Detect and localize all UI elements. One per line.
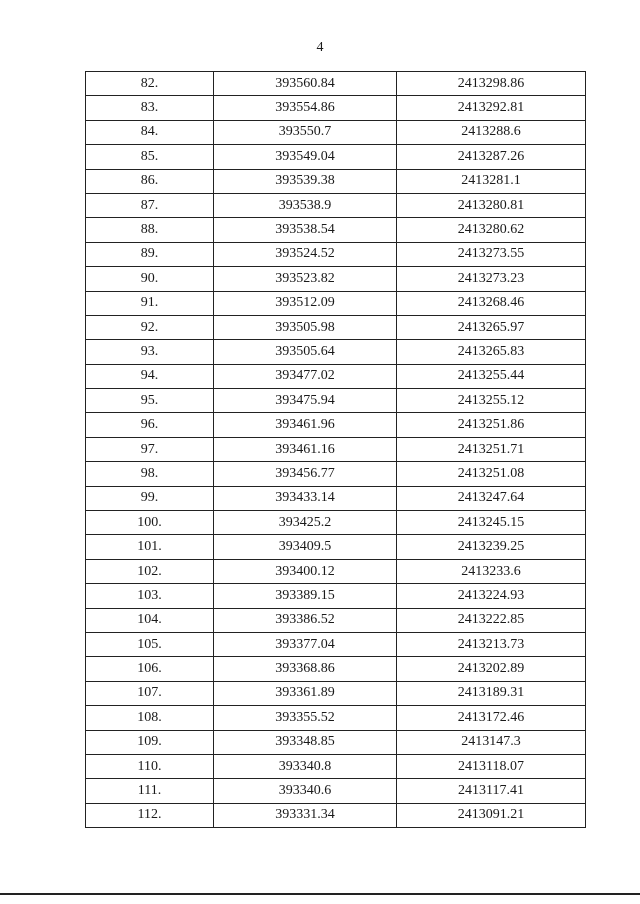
point-number-cell: 107. bbox=[86, 681, 214, 705]
y-coordinate-cell: 2413255.44 bbox=[397, 364, 586, 388]
x-coordinate-cell: 393560.84 bbox=[214, 72, 397, 96]
x-coordinate-cell: 393400.12 bbox=[214, 559, 397, 583]
x-coordinate-cell: 393475.94 bbox=[214, 389, 397, 413]
x-coordinate-cell: 393340.8 bbox=[214, 754, 397, 778]
y-coordinate-cell: 2413280.62 bbox=[397, 218, 586, 242]
x-coordinate-cell: 393368.86 bbox=[214, 657, 397, 681]
point-number-cell: 98. bbox=[86, 462, 214, 486]
table-row bbox=[86, 632, 586, 656]
y-coordinate-cell: 2413222.85 bbox=[397, 608, 586, 632]
x-coordinate-cell: 393361.89 bbox=[214, 681, 397, 705]
y-coordinate-cell: 2413287.26 bbox=[397, 145, 586, 169]
table-row bbox=[86, 657, 586, 681]
point-number-cell: 105. bbox=[86, 632, 214, 656]
table-row bbox=[86, 559, 586, 583]
table-row bbox=[86, 96, 586, 120]
y-coordinate-cell: 2413265.83 bbox=[397, 340, 586, 364]
x-coordinate-cell: 393425.2 bbox=[214, 511, 397, 535]
x-coordinate-cell: 393461.96 bbox=[214, 413, 397, 437]
point-number-cell: 82. bbox=[86, 72, 214, 96]
point-number-cell: 97. bbox=[86, 437, 214, 461]
y-coordinate-cell: 2413224.93 bbox=[397, 584, 586, 608]
point-number-cell: 91. bbox=[86, 291, 214, 315]
table-row bbox=[86, 803, 586, 827]
x-coordinate-cell: 393505.64 bbox=[214, 340, 397, 364]
x-coordinate-cell: 393538.54 bbox=[214, 218, 397, 242]
table-row bbox=[86, 364, 586, 388]
x-coordinate-cell: 393539.38 bbox=[214, 169, 397, 193]
y-coordinate-cell: 2413273.55 bbox=[397, 242, 586, 266]
coordinates-table bbox=[85, 71, 586, 828]
y-coordinate-cell: 2413280.81 bbox=[397, 193, 586, 217]
x-coordinate-cell: 393549.04 bbox=[214, 145, 397, 169]
table-row bbox=[86, 218, 586, 242]
point-number-cell: 89. bbox=[86, 242, 214, 266]
y-coordinate-cell: 2413117.41 bbox=[397, 779, 586, 803]
y-coordinate-cell: 2413292.81 bbox=[397, 96, 586, 120]
y-coordinate-cell: 2413288.6 bbox=[397, 120, 586, 144]
x-coordinate-cell: 393505.98 bbox=[214, 315, 397, 339]
y-coordinate-cell: 2413091.21 bbox=[397, 803, 586, 827]
point-number-cell: 93. bbox=[86, 340, 214, 364]
table-row bbox=[86, 267, 586, 291]
x-coordinate-cell: 393554.86 bbox=[214, 96, 397, 120]
point-number-cell: 102. bbox=[86, 559, 214, 583]
x-coordinate-cell: 393433.14 bbox=[214, 486, 397, 510]
table-row bbox=[86, 389, 586, 413]
point-number-cell: 110. bbox=[86, 754, 214, 778]
table-row bbox=[86, 511, 586, 535]
table-row bbox=[86, 535, 586, 559]
point-number-cell: 100. bbox=[86, 511, 214, 535]
table-row bbox=[86, 291, 586, 315]
table-row bbox=[86, 437, 586, 461]
y-coordinate-cell: 2413213.73 bbox=[397, 632, 586, 656]
table-row bbox=[86, 462, 586, 486]
y-coordinate-cell: 2413239.25 bbox=[397, 535, 586, 559]
y-coordinate-cell: 2413189.31 bbox=[397, 681, 586, 705]
point-number-cell: 104. bbox=[86, 608, 214, 632]
point-number-cell: 85. bbox=[86, 145, 214, 169]
point-number-cell: 88. bbox=[86, 218, 214, 242]
x-coordinate-cell: 393331.34 bbox=[214, 803, 397, 827]
x-coordinate-cell: 393523.82 bbox=[214, 267, 397, 291]
point-number-cell: 90. bbox=[86, 267, 214, 291]
point-number-cell: 87. bbox=[86, 193, 214, 217]
point-number-cell: 99. bbox=[86, 486, 214, 510]
page-number: 4 bbox=[316, 40, 324, 55]
point-number-cell: 92. bbox=[86, 315, 214, 339]
table-row bbox=[86, 72, 586, 96]
table-row bbox=[86, 145, 586, 169]
x-coordinate-cell: 393538.9 bbox=[214, 193, 397, 217]
point-number-cell: 112. bbox=[86, 803, 214, 827]
x-coordinate-cell: 393524.52 bbox=[214, 242, 397, 266]
point-number-cell: 96. bbox=[86, 413, 214, 437]
point-number-cell: 83. bbox=[86, 96, 214, 120]
table-row bbox=[86, 120, 586, 144]
table-row bbox=[86, 193, 586, 217]
y-coordinate-cell: 2413251.08 bbox=[397, 462, 586, 486]
y-coordinate-cell: 2413251.71 bbox=[397, 437, 586, 461]
table-row bbox=[86, 706, 586, 730]
x-coordinate-cell: 393340.6 bbox=[214, 779, 397, 803]
point-number-cell: 106. bbox=[86, 657, 214, 681]
x-coordinate-cell: 393386.52 bbox=[214, 608, 397, 632]
bottom-rule bbox=[0, 893, 640, 895]
x-coordinate-cell: 393512.09 bbox=[214, 291, 397, 315]
table-row bbox=[86, 584, 586, 608]
y-coordinate-cell: 2413172.46 bbox=[397, 706, 586, 730]
y-coordinate-cell: 2413202.89 bbox=[397, 657, 586, 681]
table-row bbox=[86, 608, 586, 632]
y-coordinate-cell: 2413247.64 bbox=[397, 486, 586, 510]
table-row bbox=[86, 315, 586, 339]
point-number-cell: 101. bbox=[86, 535, 214, 559]
point-number-cell: 108. bbox=[86, 706, 214, 730]
x-coordinate-cell: 393550.7 bbox=[214, 120, 397, 144]
table-row bbox=[86, 486, 586, 510]
table-row bbox=[86, 754, 586, 778]
y-coordinate-cell: 2413245.15 bbox=[397, 511, 586, 535]
y-coordinate-cell: 2413251.86 bbox=[397, 413, 586, 437]
table-row bbox=[86, 242, 586, 266]
point-number-cell: 111. bbox=[86, 779, 214, 803]
x-coordinate-cell: 393377.04 bbox=[214, 632, 397, 656]
x-coordinate-cell: 393477.02 bbox=[214, 364, 397, 388]
x-coordinate-cell: 393456.77 bbox=[214, 462, 397, 486]
point-number-cell: 95. bbox=[86, 389, 214, 413]
y-coordinate-cell: 2413233.6 bbox=[397, 559, 586, 583]
table-row bbox=[86, 730, 586, 754]
point-number-cell: 84. bbox=[86, 120, 214, 144]
x-coordinate-cell: 393348.85 bbox=[214, 730, 397, 754]
y-coordinate-cell: 2413273.23 bbox=[397, 267, 586, 291]
table-row bbox=[86, 169, 586, 193]
point-number-cell: 94. bbox=[86, 364, 214, 388]
x-coordinate-cell: 393389.15 bbox=[214, 584, 397, 608]
x-coordinate-cell: 393409.5 bbox=[214, 535, 397, 559]
y-coordinate-cell: 2413298.86 bbox=[397, 72, 586, 96]
x-coordinate-cell: 393461.16 bbox=[214, 437, 397, 461]
x-coordinate-cell: 393355.52 bbox=[214, 706, 397, 730]
point-number-cell: 109. bbox=[86, 730, 214, 754]
point-number-cell: 86. bbox=[86, 169, 214, 193]
table-row bbox=[86, 340, 586, 364]
point-number-cell: 103. bbox=[86, 584, 214, 608]
table-row bbox=[86, 413, 586, 437]
y-coordinate-cell: 2413265.97 bbox=[397, 315, 586, 339]
coordinates-table-body bbox=[86, 72, 586, 828]
y-coordinate-cell: 2413281.1 bbox=[397, 169, 586, 193]
y-coordinate-cell: 2413268.46 bbox=[397, 291, 586, 315]
y-coordinate-cell: 2413118.07 bbox=[397, 754, 586, 778]
y-coordinate-cell: 2413147.3 bbox=[397, 730, 586, 754]
table-row bbox=[86, 779, 586, 803]
y-coordinate-cell: 2413255.12 bbox=[397, 389, 586, 413]
table-row bbox=[86, 681, 586, 705]
